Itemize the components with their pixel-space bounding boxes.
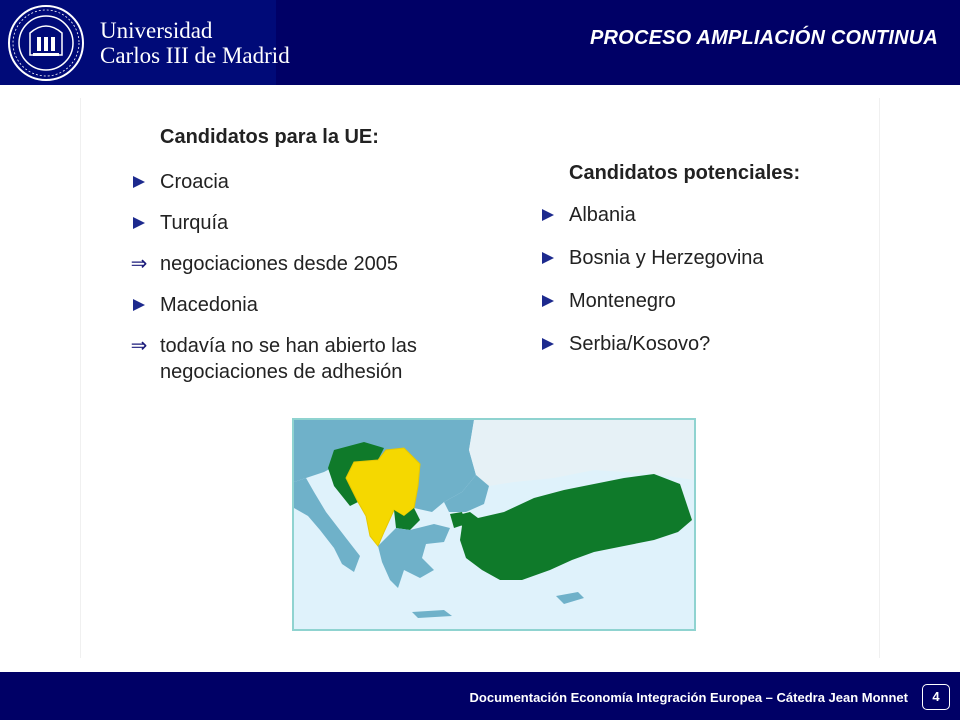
list-item: Turquía	[160, 211, 417, 235]
bullet-triangle-icon	[124, 293, 154, 317]
page-title: PROCESO AMPLIACIÓN CONTINUA	[590, 27, 938, 49]
page-number: 4	[922, 684, 950, 710]
bullet-triangle-icon	[124, 170, 154, 194]
footer-bar	[0, 672, 960, 720]
university-seal-icon	[6, 3, 86, 83]
university-logo	[0, 0, 290, 85]
list-item: Montenegro	[569, 289, 764, 313]
bullet-triangle-icon	[124, 211, 154, 235]
university-name	[100, 18, 290, 68]
implies-arrow-icon: ⇒	[130, 335, 148, 357]
university-name-line1: Universidad	[100, 18, 213, 43]
list-item: negociaciones de adhesión	[160, 361, 403, 383]
bullet-triangle-icon	[533, 289, 563, 313]
list-item: Macedonia	[160, 293, 417, 317]
potential-candidates-list	[569, 203, 764, 356]
candidates-list	[130, 170, 417, 384]
balkans-map-icon	[294, 420, 694, 629]
list-item: ⇒ todavía no se han abierto las	[160, 334, 417, 358]
header-bar	[0, 0, 960, 85]
list-item: Bosnia y Herzegovina	[569, 246, 764, 270]
list-item: Croacia	[160, 170, 417, 194]
list-item: Albania	[569, 203, 764, 227]
slide-content	[80, 98, 880, 658]
footer-caption: Documentación Economía Integración Europea – Cátedra Jean Monnet	[469, 690, 908, 705]
bullet-triangle-icon	[533, 246, 563, 270]
bullet-triangle-icon	[533, 203, 563, 227]
balkans-map	[292, 418, 696, 631]
list-item: ⇒ negociaciones desde 2005	[160, 252, 417, 276]
potential-candidates-heading: Candidatos potenciales:	[569, 162, 801, 184]
bullet-triangle-icon	[533, 332, 563, 356]
candidates-heading: Candidatos para la UE:	[160, 126, 379, 148]
implies-arrow-icon: ⇒	[130, 253, 148, 275]
university-name-line2: Carlos III de Madrid	[100, 43, 290, 68]
list-item: Serbia/Kosovo?	[569, 332, 764, 356]
